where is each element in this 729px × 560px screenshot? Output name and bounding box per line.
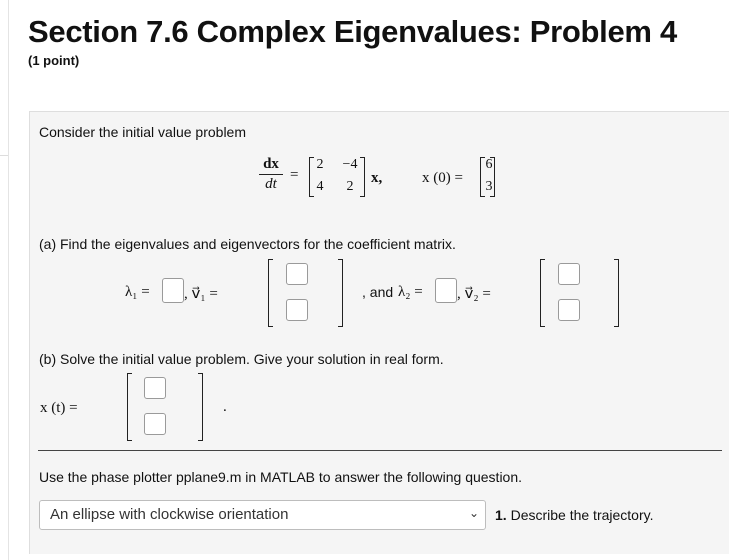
derivative-numerator: dx	[263, 156, 279, 172]
points-label: (1 point)	[28, 53, 80, 68]
xt-period: .	[223, 399, 227, 415]
v1-right-bracket	[338, 259, 343, 327]
part-b-prompt: (b) Solve the initial value problem. Give your solution in real form.	[39, 351, 444, 367]
xt-left-bracket	[127, 373, 132, 441]
part-a-prompt: (a) Find the eigenvalues and eigenvectors for the coefficient matrix.	[39, 236, 456, 252]
v1-left-bracket	[268, 259, 273, 327]
matrix-a22: 2	[346, 179, 354, 194]
trajectory-question	[495, 507, 653, 523]
question-text: Describe the trajectory.	[510, 507, 654, 523]
xt-label: x (t) =	[40, 400, 78, 416]
lambda2-input[interactable]	[435, 278, 457, 303]
v2-left-bracket	[540, 259, 545, 327]
v2-right-bracket	[614, 259, 619, 327]
v1-entry-2-input[interactable]	[286, 299, 308, 321]
v2-entry-1-input[interactable]	[558, 263, 580, 285]
page-title: Section 7.6 Complex Eigenvalues: Problem 4	[28, 14, 677, 49]
xt-entry-2-input[interactable]	[144, 413, 166, 435]
v2-label: , v⃗₂ =	[457, 286, 491, 302]
ic-entry-2: 3	[485, 179, 493, 194]
ic-entry-1: 6	[485, 157, 493, 172]
xt-entry-1-input[interactable]	[144, 377, 166, 399]
lambda1-label: λ₁ =	[125, 284, 150, 300]
xt-right-bracket	[198, 373, 203, 441]
and-label: , and	[362, 284, 394, 300]
trajectory-select-value: An ellipse with clockwise orientation	[50, 506, 289, 523]
matrix-a12: −4	[342, 157, 358, 172]
v1-label: , v⃗₁ =	[184, 286, 218, 302]
derivative-denominator: dt	[265, 176, 277, 192]
chevron-down-icon: ⌄	[468, 506, 479, 520]
question-number: 1.	[495, 507, 507, 523]
lambda2-label: λ₂ =	[398, 284, 423, 300]
left-sidebar-edge	[0, 0, 9, 560]
matrix-right-bracket	[360, 157, 365, 197]
v2-entry-2-input[interactable]	[558, 299, 580, 321]
sidebar-divider	[0, 155, 8, 156]
phase-prompt: Use the phase plotter pplane9.m in MATLAB to answer the following question.	[39, 469, 523, 485]
matrix-a11: 2	[316, 157, 324, 172]
ic-right-bracket	[490, 157, 495, 197]
matrix-a21: 4	[316, 179, 324, 194]
v1-entry-1-input[interactable]	[286, 263, 308, 285]
equals-sign: =	[290, 167, 299, 183]
section-divider	[38, 450, 722, 451]
trajectory-select[interactable]	[39, 500, 486, 530]
intro-text: Consider the initial value problem	[39, 124, 246, 140]
initial-condition-label: x (0) =	[422, 170, 463, 186]
lambda1-input[interactable]	[162, 278, 184, 303]
derivative-fraction	[259, 156, 283, 193]
problem-panel	[29, 111, 729, 554]
x-vector-label: x,	[371, 170, 383, 186]
